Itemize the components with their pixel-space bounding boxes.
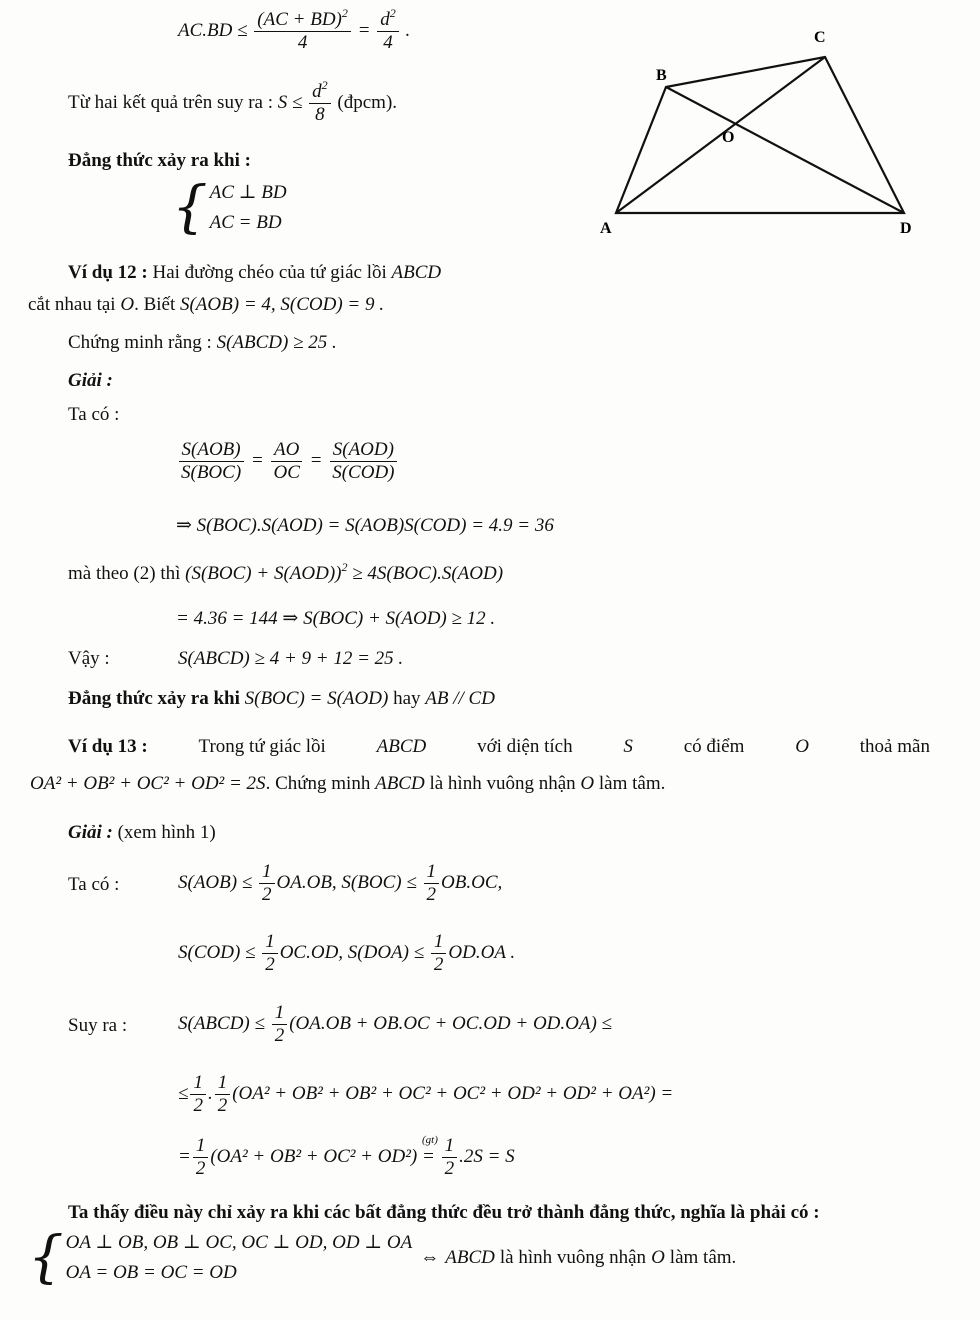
example-13-title: Ví dụ 13 : <box>68 736 148 757</box>
solution-label: Giải : <box>68 370 113 391</box>
conclusion-line <box>68 78 398 125</box>
fraction-half <box>424 862 440 905</box>
denominator: 2 <box>274 1024 285 1046</box>
denominator: OC <box>273 461 300 483</box>
text: thoả mãn <box>859 736 930 757</box>
example-12-title: Ví dụ 12 : <box>68 262 148 283</box>
label-b: B <box>656 67 667 84</box>
math: OD.OA . <box>448 941 516 963</box>
math: .2S = S <box>459 1145 515 1167</box>
math: ≤ <box>178 1082 189 1104</box>
fraction-half <box>193 1136 209 1179</box>
numerator: (AC + BD) <box>257 9 342 30</box>
prove-label: Chứng minh rằng : <box>68 332 212 353</box>
given-mark: (gt) <box>421 1133 438 1146</box>
label-o: O <box>722 129 735 146</box>
given-areas: S(AOB) = 4, S(COD) = 9 . <box>179 294 384 315</box>
label-c: C <box>814 29 826 46</box>
denominator: 4 <box>383 31 393 53</box>
text: mà theo (2) thì <box>68 563 181 584</box>
numerator: 1 <box>431 932 447 954</box>
ta-co: Ta có : <box>68 404 120 425</box>
text: hay <box>393 688 421 709</box>
prove-statement: S(ABCD) ≥ 25 . <box>216 332 337 353</box>
condition: OA² + OB² + OC² + OD² = 2S <box>30 773 266 794</box>
vay-line <box>68 648 110 670</box>
point-o: O <box>120 294 135 315</box>
fraction-half <box>272 1003 288 1046</box>
example-12-line-1 <box>68 262 441 284</box>
denominator: 2 <box>433 953 444 975</box>
am-gm-line: mà theo (2) thì $(S(BOC) + S(AOD))^2 \ge 4S(BOC).S(AOD)$ <box>68 560 504 584</box>
math: (OA² + OB² + OB² + OC² + OC² + OD² + OD² + OA²) = <box>232 1082 674 1104</box>
iff-symbol: ⇔ <box>420 1247 440 1269</box>
text: với diện tích <box>477 736 573 757</box>
equals: = <box>309 449 323 471</box>
ratio-equation <box>176 440 400 483</box>
math: (OA² + OB² + OC² + OD²) <box>210 1145 418 1167</box>
math: AB // CD <box>425 688 495 709</box>
s: S <box>623 736 633 757</box>
brace: { <box>28 1225 64 1290</box>
math: OB.OC, <box>441 871 503 893</box>
denominator: S(BOC) <box>181 461 242 483</box>
math: S(AOB) ≤ <box>178 871 253 893</box>
vay-math: S(ABCD) ≥ 4 + 9 + 12 = 25 . <box>178 648 404 669</box>
row-equal: OA = OB = OC = OD <box>65 1262 237 1283</box>
denominator: 2 <box>262 883 272 905</box>
ta-co: Ta có : <box>68 874 120 895</box>
math: OA.OB, S(BOC) ≤ <box>276 871 417 893</box>
sum-line: = 4.36 = 144 ⇒ S(BOC) + S(AOD) ≥ 12 . <box>176 608 496 629</box>
product-line: ⇒ S(BOC).S(AOD) = S(AOB)S(COD) = 4.9 = 36 <box>176 515 554 536</box>
equality-system-2 <box>28 1225 413 1290</box>
equals: = <box>421 1145 435 1167</box>
abcd: ABCD <box>445 1247 495 1269</box>
equals: = <box>357 19 371 41</box>
equality-line-12 <box>68 688 495 710</box>
fraction: $\frac{(AC + BD)^2}{4}$ <box>254 10 351 53</box>
sum-inequality <box>178 1003 612 1046</box>
text: cắt nhau tại <box>28 294 116 315</box>
numerator: AO <box>271 440 302 462</box>
fraction-d2-8: $\frac{d^2}{8}$ <box>309 82 331 125</box>
fraction-half <box>262 932 278 975</box>
numerator: S(AOB) <box>179 440 244 462</box>
text: . Chứng minh <box>265 773 371 794</box>
example-13-line-1 <box>68 736 930 758</box>
denominator: 2 <box>195 1157 206 1179</box>
fraction-half <box>259 862 275 905</box>
denominator: 8 <box>315 103 325 125</box>
period: . <box>405 19 411 41</box>
suy-ra: Suy ra : <box>68 1015 128 1036</box>
brace: { <box>172 175 208 240</box>
text: Trong tứ giác lồi <box>198 736 326 757</box>
abcd: ABCD <box>376 736 427 757</box>
math: S(COD) ≤ <box>178 941 256 963</box>
final-system-line <box>28 1225 737 1290</box>
equality-system-1 <box>172 175 287 240</box>
numerator: d <box>312 81 322 102</box>
quadrilateral-figure <box>592 20 922 242</box>
text: là hình vuông nhận <box>499 1247 647 1269</box>
text: là hình vuông nhận <box>429 773 576 794</box>
text: làm tâm. <box>598 773 666 794</box>
numerator: 1 <box>262 932 278 954</box>
fraction-half <box>190 1073 206 1116</box>
equals: = <box>250 449 264 471</box>
row-equal: AC = BD <box>209 212 282 233</box>
denominator: 2 <box>444 1157 455 1179</box>
fraction <box>178 440 244 483</box>
text: làm tâm. <box>669 1247 737 1269</box>
label-d: D <box>900 220 912 237</box>
numerator: 1 <box>190 1073 206 1095</box>
text: Đẳng thức xảy ra khi <box>68 688 240 709</box>
denominator: S(COD) <box>332 461 395 483</box>
figure-reference: (xem hình 1) <box>117 822 216 843</box>
math: OC.OD, S(DOA) ≤ <box>279 941 425 963</box>
fraction <box>270 440 302 483</box>
row-perpendicular: OA ⊥ OB, OB ⊥ OC, OC ⊥ OD, OD ⊥ OA <box>65 1232 413 1254</box>
fraction-half <box>442 1136 458 1179</box>
vay-label: Vậy : <box>68 648 110 669</box>
point-o: O <box>580 773 595 794</box>
solution-13-label-line <box>68 822 216 844</box>
numerator: d <box>380 9 390 30</box>
denominator: 2 <box>265 953 275 975</box>
lhs: AC.BD ≤ <box>178 19 248 41</box>
numerator: 1 <box>442 1136 458 1158</box>
qed: (đpcm). <box>337 91 398 113</box>
denominator: 2 <box>217 1094 228 1116</box>
am-gm-inequality: ≤ $\frac{1}{2}$ . $\frac{1}{2}$ (OA² + OB² + OB² + OC² + OC² + OD² + OD² + OA²) = <box>178 1072 674 1116</box>
denominator: 2 <box>426 883 437 905</box>
math: S(ABCD) ≤ <box>178 1012 265 1034</box>
fraction-half <box>431 932 447 975</box>
text: có điểm <box>683 736 745 757</box>
point-o: O <box>651 1247 665 1269</box>
point-o: O <box>795 736 809 757</box>
numerator: 1 <box>259 862 275 884</box>
fraction <box>329 440 397 483</box>
denominator: 4 <box>297 31 308 53</box>
math: ≥ 4S(BOC).S(AOD) <box>352 563 504 584</box>
math: (OA.OB + OB.OC + OC.OD + OD.OA) ≤ <box>289 1012 612 1034</box>
math: (S(BOC) + S(AOD)) <box>185 563 342 584</box>
fraction-d2-4: $\frac{d^2}{4}$ <box>377 10 399 53</box>
math: = <box>178 1145 191 1167</box>
numerator: 1 <box>215 1073 231 1095</box>
example-13-line-2 <box>30 773 665 795</box>
abcd: ABCD <box>375 773 425 794</box>
numerator: 1 <box>424 862 440 884</box>
area-inequality-2 <box>178 932 515 975</box>
inequality-line-1 <box>178 6 411 53</box>
numerator: S(AOD) <box>330 440 397 462</box>
numerator: 1 <box>272 1003 288 1025</box>
text: . Biết <box>134 294 176 315</box>
denominator: 2 <box>193 1094 203 1116</box>
final-equality <box>178 1133 515 1179</box>
math: S(BOC) = S(AOD) <box>244 688 389 709</box>
row-perpendicular: AC ⊥ BD <box>209 182 287 204</box>
conclusion-text: Từ hai kết quả trên suy ra : <box>68 91 273 113</box>
abcd: ABCD <box>391 262 442 283</box>
prove-line <box>68 332 337 354</box>
label-a: A <box>600 220 612 237</box>
example-12-text: Hai đường chéo của tứ giác lồi <box>152 262 387 283</box>
area-inequality-1 <box>178 862 502 905</box>
s-leq: S ≤ <box>277 91 303 113</box>
numerator: 1 <box>193 1136 209 1158</box>
solution-label: Giải : <box>68 822 113 843</box>
equality-condition-label: Đẳng thức xảy ra khi : <box>68 150 251 171</box>
example-12-line-2 <box>28 294 384 316</box>
fraction-half <box>215 1073 231 1116</box>
final-explanation: Ta thấy điều này chỉ xảy ra khi các bất đẳng thức đều trở thành đẳng thức, nghĩa là phải có : <box>68 1202 820 1223</box>
